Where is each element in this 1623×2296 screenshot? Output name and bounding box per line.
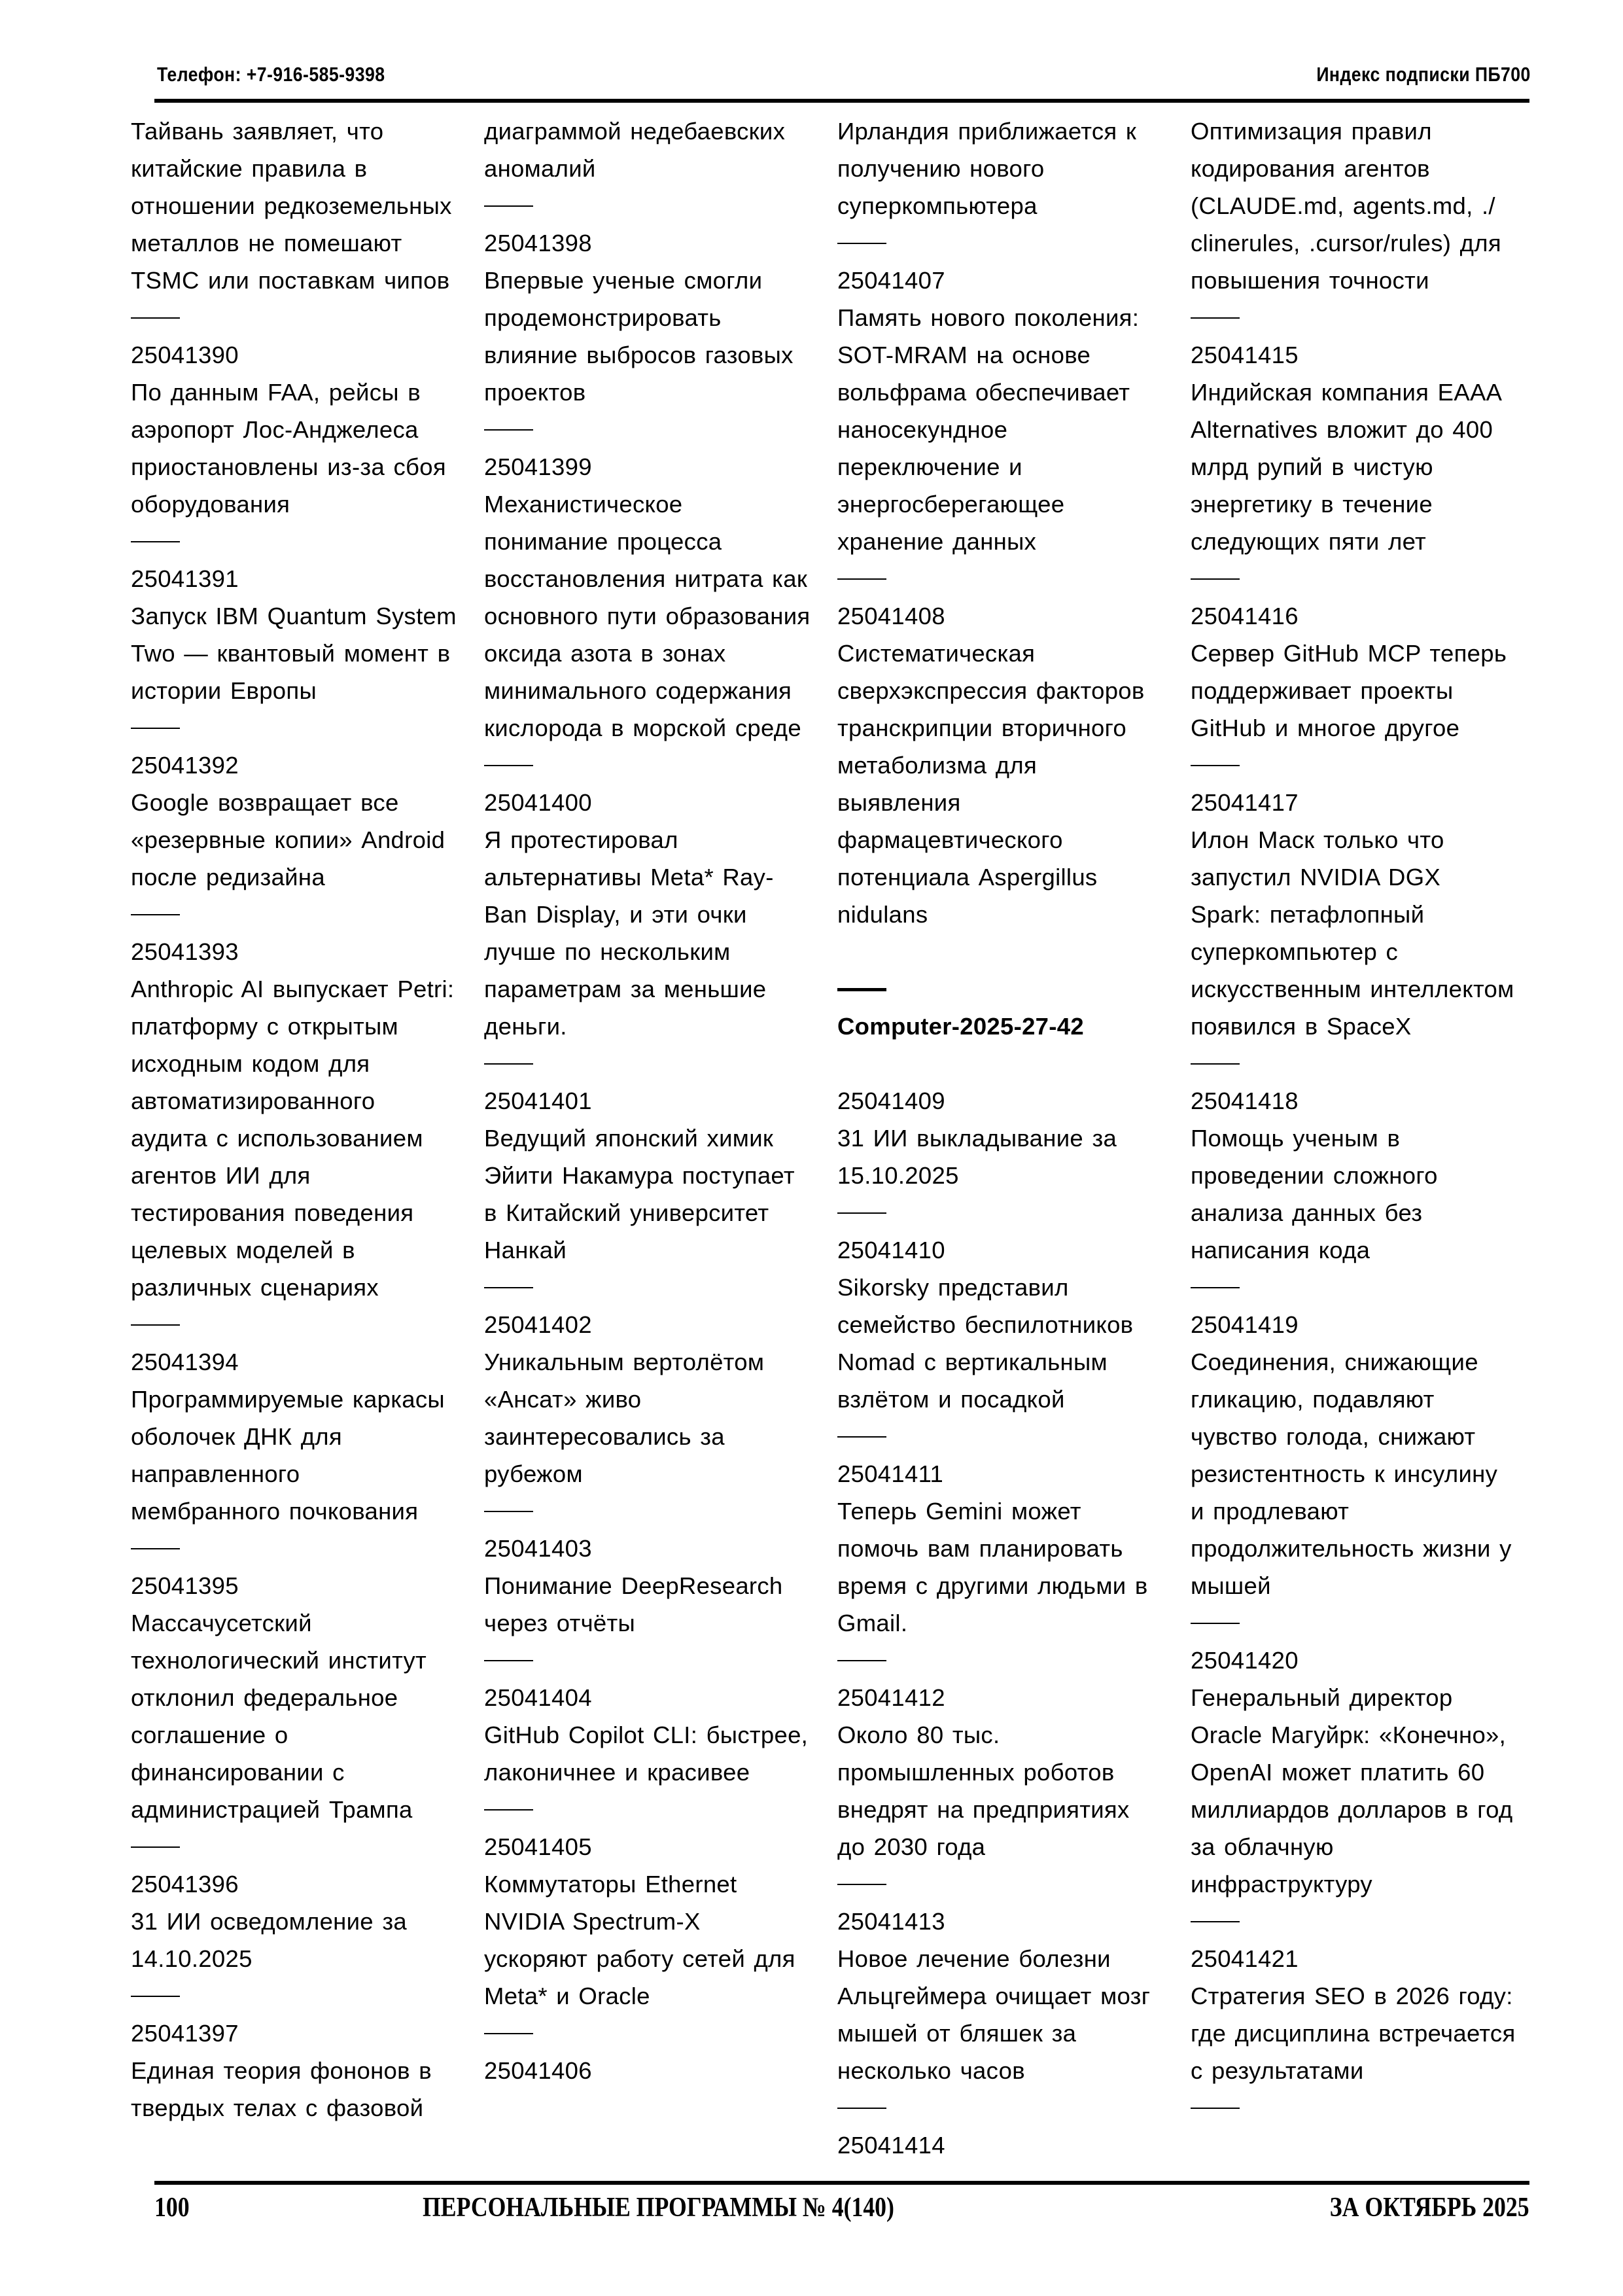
item-number: 25041399: [484, 453, 592, 480]
item-title: Оптимизация правил кодирования агентов (CLAUDE.md, agents.md, ./ clinerules, .cursor/rules) для повышения точности: [1191, 118, 1501, 294]
spacer: [837, 933, 1164, 970]
magazine-title: ПЕРСОНАЛЬНЫЕ ПРОГРАММЫ № 4(140): [423, 2193, 894, 2223]
news-item: [484, 1306, 811, 1492]
separator-line: [131, 1548, 180, 1549]
separator-line: [1191, 2108, 1240, 2109]
item-title: Массачусетский технологический институт отклонил федеральное соглашение о финансировании с администрацией Трампа: [131, 1610, 427, 1823]
item-separator: [837, 1865, 1164, 1903]
separator-line: [837, 1660, 886, 1661]
news-item: [837, 262, 1164, 560]
news-item: [1191, 1940, 1518, 2089]
item-title: 31 ИИ осведомление за 14.10.2025: [131, 1908, 407, 1972]
item-title: Понимание DeepResearch через отчёты: [484, 1572, 783, 1636]
separator-line: [131, 1996, 180, 1997]
item-separator: [1191, 299, 1518, 336]
item-number: 25041392: [131, 752, 239, 779]
separator-line: [1191, 1287, 1240, 1288]
item-title: GitHub Copilot CLI: быстрее, лаконичнее и красивее: [484, 1722, 809, 1786]
item-separator: [484, 411, 811, 448]
header-phone: Телефон: +7-916-585-9398: [157, 63, 385, 86]
item-title: Генеральный директор Oracle Магуйрк: «Конечно», OpenAI может платить 60 миллиардов долларов в год за облачную инфраструктуру: [1191, 1684, 1513, 1898]
item-number: 25041419: [1191, 1311, 1299, 1338]
news-item: [837, 1231, 1164, 1418]
item-separator: [837, 2089, 1164, 2127]
item-separator: [484, 1269, 811, 1306]
item-separator: [837, 970, 1164, 1008]
separator-line: [484, 1287, 533, 1288]
item-title: Впервые ученые смогли продемонстрировать влияние выбросов газовых проектов: [484, 267, 794, 406]
page-header: [157, 63, 1531, 96]
item-title: Anthropic AI выпускает Petri: платформу с открытым исходным кодом для автоматизированного аудита с использованием агентов ИИ для тестирования поведения целевых моделей в различных сценариях: [131, 976, 455, 1301]
item-separator: [837, 1642, 1164, 1679]
item-title: Около 80 тыс. промышленных роботов внедрят на предприятиях до 2030 года: [837, 1722, 1130, 1860]
item-title: Илон Маск только что запустил NVIDIA DGX Spark: петафлопный суперкомпьютер с искусственным интеллектом появился в SpaceX: [1191, 826, 1514, 1040]
item-title: Sikorsky представил семейство беспилотников Nomad с вертикальным взлётом и посадкой: [837, 1274, 1134, 1413]
news-item: [131, 1865, 458, 1977]
news-item: [1191, 1306, 1518, 1604]
item-title: Механистическое понимание процесса восстановления нитрата как основного пути образования оксида азота в зонах минимального содержания кислорода в морской среде: [484, 491, 811, 741]
item-separator: [1191, 1269, 1518, 1306]
item-number: 25041401: [484, 1087, 592, 1114]
separator-line: [1191, 317, 1240, 319]
item-number: 25041421: [1191, 1945, 1299, 1972]
separator-line: [1191, 765, 1240, 766]
separator-line: [484, 429, 533, 431]
news-item: [484, 224, 811, 411]
item-number: 25041409: [837, 1087, 945, 1114]
item-number: 25041418: [1191, 1087, 1299, 1114]
news-item: [1191, 1082, 1518, 1269]
item-separator: [131, 1828, 458, 1865]
item-separator: [1191, 1045, 1518, 1082]
column-2: [484, 113, 811, 2089]
item-separator: [484, 2015, 811, 2052]
item-number: 25041417: [1191, 789, 1299, 816]
news-item: [131, 933, 458, 1306]
news-item: [837, 1903, 1164, 2089]
news-item: [484, 1828, 811, 2015]
news-item-continued: [131, 113, 458, 299]
separator-line: [837, 1212, 886, 1214]
separator-line: [837, 988, 886, 991]
item-separator: [1191, 560, 1518, 597]
item-title: Ирландия приближается к получению нового суперкомпьютера: [837, 118, 1137, 219]
header-rule: [154, 99, 1529, 103]
item-number: 25041400: [484, 789, 592, 816]
item-number: 25041414: [837, 2132, 945, 2159]
separator-line: [131, 541, 180, 542]
news-item: [484, 2052, 811, 2089]
news-item: [484, 784, 811, 1045]
item-title: Я протестировал альтернативы Meta* Ray-Ban Display, и эти очки лучше по нескольким параметрам за меньшие деньги.: [484, 826, 774, 1040]
item-number: 25041405: [484, 1833, 592, 1860]
separator-line: [837, 1436, 886, 1438]
news-item-continued: [484, 113, 811, 187]
news-item: [484, 448, 811, 747]
spacer: [837, 1045, 1164, 1082]
item-number: 25041411: [837, 1460, 944, 1487]
item-number: 25041410: [837, 1237, 945, 1263]
issue-period: ЗА ОКТЯБРЬ 2025: [1330, 2193, 1529, 2223]
separator-line: [484, 2033, 533, 2034]
column-3: [837, 113, 1164, 2164]
separator-line: [131, 914, 180, 915]
item-title: диаграммой недебаевских аномалий: [484, 118, 786, 182]
item-number: 25041390: [131, 342, 239, 368]
news-item: [837, 1082, 1164, 1194]
news-item-continued: [837, 113, 1164, 224]
item-number: 25041396: [131, 1871, 239, 1898]
item-separator: [131, 1977, 458, 2015]
news-item: [484, 1530, 811, 1642]
item-separator: [484, 1045, 811, 1082]
item-title: Ведущий японский химик Эйити Накамура поступает в Китайский университет Нанкай: [484, 1125, 795, 1263]
item-separator: [1191, 2089, 1518, 2127]
item-title: Систематическая сверхэкспрессия факторов транскрипции вторичного метаболизма для выявления фармацевтического потенциала Aspergillus nidulans: [837, 640, 1145, 928]
item-separator: [837, 560, 1164, 597]
item-separator: [837, 224, 1164, 262]
item-separator: [484, 1492, 811, 1530]
news-item: [1191, 784, 1518, 1045]
news-item: [837, 597, 1164, 933]
item-title: Индийская компания EAAA Alternatives вложит до 400 млрд рупий в чистую энергетику в течение следующих пяти лет: [1191, 379, 1501, 555]
item-title: Соединения, снижающие гликацию, подавляют чувство голода, снижают резистентность к инсулину и продлевают продолжительность жизни у мышей: [1191, 1349, 1512, 1599]
page-number: 100: [154, 2193, 190, 2223]
item-number: 25041408: [837, 603, 945, 629]
separator-line: [1191, 1921, 1240, 1922]
item-number: 25041420: [1191, 1647, 1299, 1674]
news-item: [1191, 1642, 1518, 1903]
item-separator: [1191, 1604, 1518, 1642]
item-title: Память нового поколения: SOT-MRAM на основе вольфрама обеспечивает наносекундное переключение и энергосберегающее хранение данных: [837, 304, 1140, 555]
item-title: 31 ИИ выкладывание за 15.10.2025: [837, 1125, 1117, 1189]
item-number: 25041413: [837, 1908, 945, 1935]
separator-line: [837, 2108, 886, 2109]
item-separator: [131, 896, 458, 933]
item-number: 25041416: [1191, 603, 1299, 629]
footer-rule: [154, 2181, 1529, 2185]
separator-line: [484, 1511, 533, 1512]
item-separator: [1191, 747, 1518, 784]
item-separator: [1191, 1903, 1518, 1940]
section-heading: Computer-2025-27-42: [837, 1013, 1084, 1040]
item-number: 25041402: [484, 1311, 592, 1338]
item-title: Google возвращает все «резервные копии» Android после редизайна: [131, 789, 445, 891]
item-separator: [131, 709, 458, 747]
separator-line: [837, 1884, 886, 1885]
separator-line: [837, 243, 886, 244]
separator-line: [131, 1324, 180, 1326]
news-item: [131, 1343, 458, 1530]
item-title: Единая теория фононов в твердых телах с фазовой: [131, 2057, 432, 2121]
item-separator: [484, 747, 811, 784]
item-title: Тайвань заявляет, что китайские правила в отношении редкоземельных металлов не помешают TSMC или поставкам чипов: [131, 118, 452, 294]
item-title: Теперь Gemini может помочь вам планировать время с другими людьми в Gmail.: [837, 1498, 1148, 1636]
separator-line: [1191, 1623, 1240, 1624]
item-title: Коммутаторы Ethernet NVIDIA Spectrum-X ускоряют работу сетей для Meta* и Oracle: [484, 1871, 795, 2009]
item-number: 25041403: [484, 1535, 592, 1562]
item-number: 25041395: [131, 1572, 239, 1599]
item-title: Помощь ученым в проведении сложного анализа данных без написания кода: [1191, 1125, 1438, 1263]
item-title: По данным FAA, рейсы в аэропорт Лос-Анджелеса приостановлены из-за сбоя оборудования: [131, 379, 446, 518]
item-separator: [131, 1306, 458, 1343]
news-item: [1191, 597, 1518, 747]
separator-line: [484, 1809, 533, 1810]
news-item: [131, 560, 458, 709]
item-number: 25041406: [484, 2057, 592, 2084]
item-separator: [837, 1418, 1164, 1455]
item-title: Уникальным вертолётом «Ансат» живо заинтересовались за рубежом: [484, 1349, 765, 1487]
item-title: Программируемые каркасы оболочек ДНК для направленного мембранного почкования: [131, 1386, 445, 1525]
page-footer: [154, 2192, 1529, 2231]
item-number: 25041398: [484, 230, 592, 256]
news-item: [837, 2127, 1164, 2164]
column-4: [1191, 113, 1518, 2127]
item-number: 25041407: [837, 267, 945, 294]
item-separator: [131, 299, 458, 336]
item-number: 25041397: [131, 2020, 239, 2047]
separator-line: [1191, 1063, 1240, 1065]
item-number: 25041393: [131, 938, 239, 965]
news-item: [131, 2015, 458, 2127]
news-item: [837, 1679, 1164, 1865]
news-item-continued: [1191, 113, 1518, 299]
separator-line: [484, 1660, 533, 1661]
item-title: Новое лечение болезни Альцгеймера очищает мозг мышей от бляшек за несколько часов: [837, 1945, 1151, 2084]
news-item: [1191, 336, 1518, 560]
item-separator: [484, 1642, 811, 1679]
item-number: 25041415: [1191, 342, 1299, 368]
item-title: Запуск IBM Quantum System Two — квантовый момент в истории Европы: [131, 603, 457, 704]
separator-line: [131, 728, 180, 729]
separator-line: [131, 1846, 180, 1848]
news-item: [484, 1082, 811, 1269]
item-title: Стратегия SEO в 2026 году: где дисциплина встречается с результатами: [1191, 1983, 1516, 2084]
separator-line: [484, 1063, 533, 1065]
item-separator: [484, 187, 811, 224]
news-item: [131, 747, 458, 896]
separator-line: [484, 205, 533, 207]
news-item: [131, 336, 458, 523]
item-separator: [131, 523, 458, 560]
item-number: 25041404: [484, 1684, 592, 1711]
separator-line: [1191, 578, 1240, 580]
item-separator: [837, 1194, 1164, 1231]
news-item: [484, 1679, 811, 1791]
item-number: 25041412: [837, 1684, 945, 1711]
item-separator: [484, 1791, 811, 1828]
item-number: 25041394: [131, 1349, 239, 1375]
news-item: [131, 1567, 458, 1828]
separator-line: [484, 765, 533, 766]
item-title: Сервер GitHub MCP теперь поддерживает проекты GitHub и многое другое: [1191, 640, 1507, 741]
news-item: [837, 1455, 1164, 1642]
item-separator: [131, 1530, 458, 1567]
header-subscription-index: Индекс подписки ПБ700: [1316, 63, 1531, 86]
news-columns: [131, 113, 1537, 2174]
column-1: [131, 113, 458, 2127]
item-number: 25041391: [131, 565, 239, 592]
separator-line: [837, 578, 886, 580]
separator-line: [131, 317, 180, 319]
